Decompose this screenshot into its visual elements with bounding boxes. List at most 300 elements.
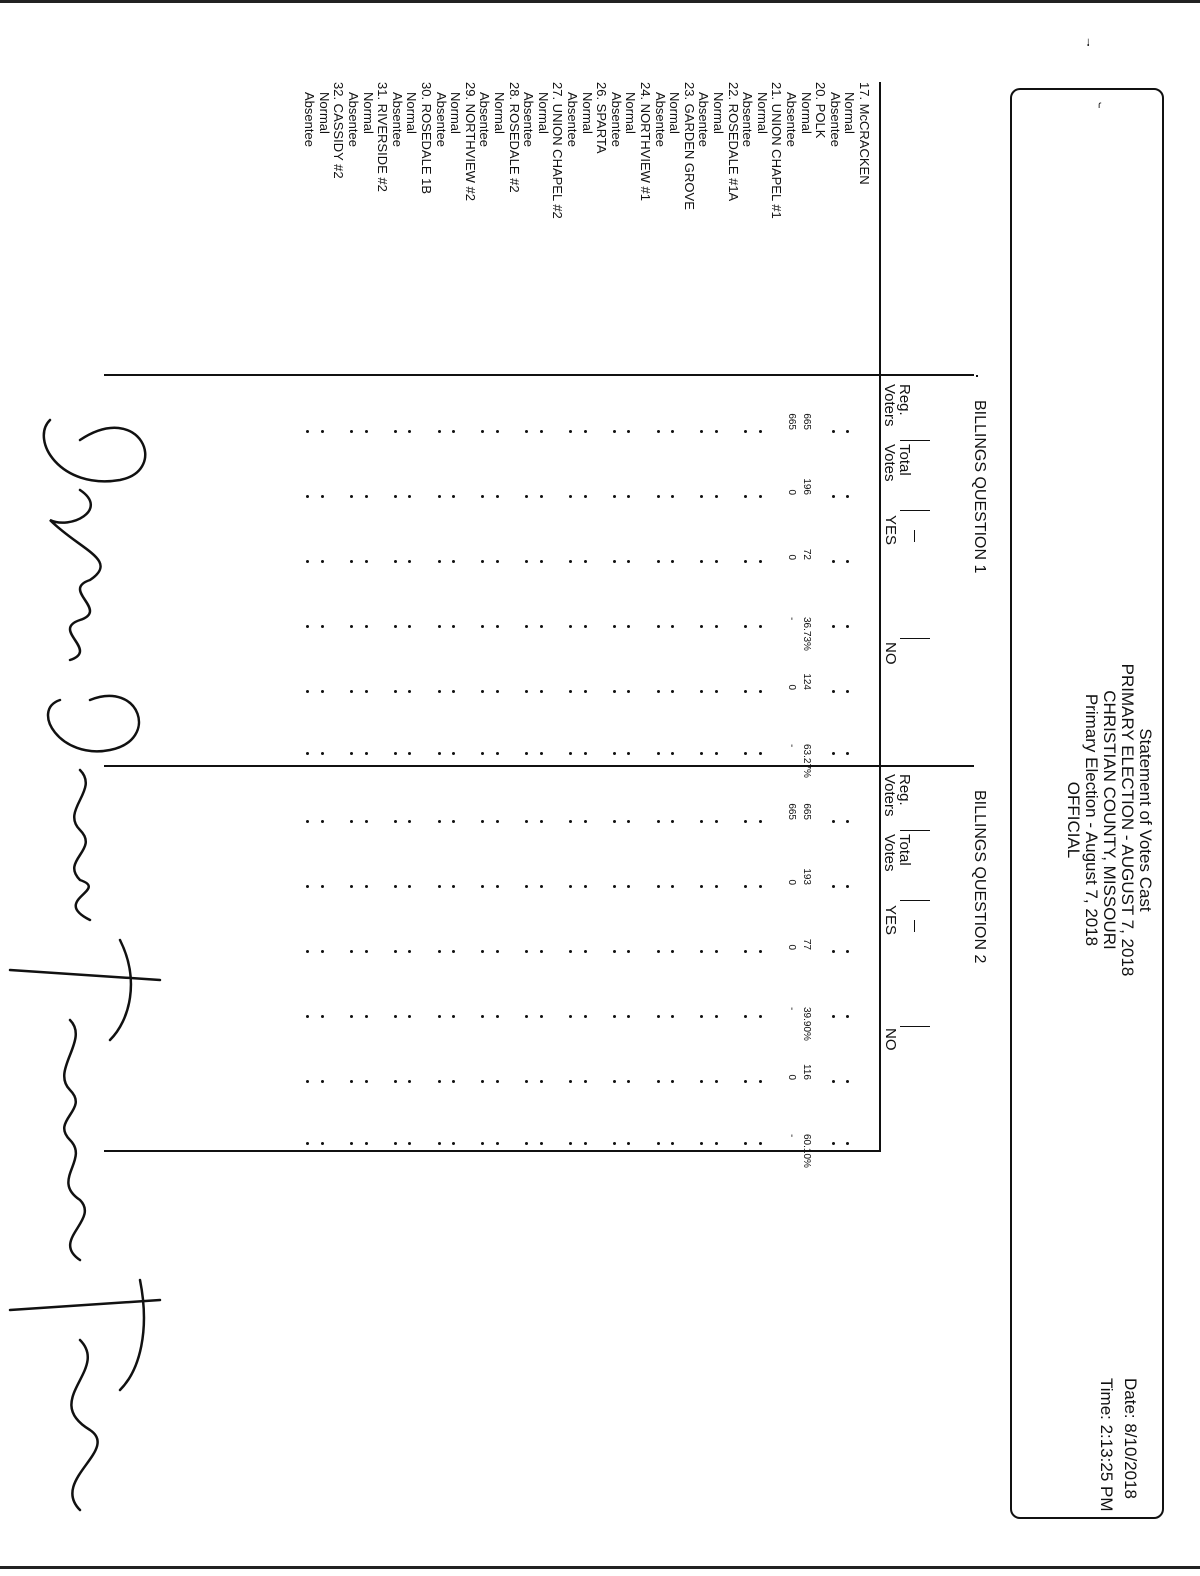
- empty-cell-dot: [700, 625, 703, 628]
- empty-cell-dot: [832, 560, 835, 563]
- empty-cell-dot: [408, 1142, 411, 1145]
- precinct-subrow-label: Absentee: [477, 92, 493, 147]
- empty-cell-dot: [496, 495, 499, 498]
- header-tick: [900, 1026, 930, 1027]
- report-header-box: [1010, 88, 1164, 1519]
- signature-1: [44, 420, 145, 920]
- empty-cell-dot: [715, 1142, 718, 1145]
- empty-cell-dot: [452, 1080, 455, 1083]
- precinct-label: 21. UNION CHAPEL #1: [769, 82, 785, 219]
- precinct-subrow-label: Normal: [535, 92, 551, 134]
- vote-value: -: [786, 1007, 797, 1011]
- empty-cell-dot: [394, 495, 397, 498]
- empty-cell-dot: [350, 625, 353, 628]
- empty-cell-dot: [394, 752, 397, 755]
- empty-cell-dot: [569, 1080, 572, 1083]
- question-divider-rule: [104, 765, 974, 767]
- empty-cell-dot: [627, 560, 630, 563]
- vote-value: 60.10%: [800, 1134, 812, 1168]
- empty-cell-dot: [627, 950, 630, 953]
- empty-cell-dot: [540, 690, 543, 693]
- signature-2: [10, 940, 160, 1260]
- empty-cell-dot: [438, 690, 441, 693]
- empty-cell-dot: [481, 950, 484, 953]
- empty-cell-dot: [627, 820, 630, 823]
- report-date: Date: 8/10/2018: [1121, 1378, 1140, 1499]
- precinct-subrow-label: Normal: [492, 92, 507, 134]
- empty-cell-dot: [365, 1080, 368, 1083]
- empty-cell-dot: [657, 752, 660, 755]
- empty-cell-dot: [584, 1015, 587, 1018]
- empty-cell-dot: [671, 690, 674, 693]
- empty-cell-dot: [584, 885, 587, 888]
- empty-cell-dot: [759, 752, 762, 755]
- empty-cell-dot: [525, 430, 528, 433]
- empty-cell-dot: [627, 430, 630, 433]
- empty-cell-dot: [496, 430, 499, 433]
- vote-value: -: [786, 744, 797, 748]
- empty-cell-dot: [759, 560, 762, 563]
- empty-cell-dot: [525, 560, 528, 563]
- table-header-rule: [879, 82, 881, 1152]
- empty-cell-dot: [350, 950, 353, 953]
- empty-cell-dot: [627, 1080, 630, 1083]
- precinct-subrow-label: Absentee: [565, 92, 580, 147]
- empty-cell-dot: [394, 430, 397, 433]
- precinct-subrow-label: Normal: [798, 92, 814, 134]
- empty-cell-dot: [525, 820, 528, 823]
- precinct-subrow-label: Normal: [667, 92, 683, 134]
- empty-cell-dot: [832, 1080, 835, 1083]
- vote-value: 77: [800, 938, 812, 950]
- empty-cell-dot: [700, 1142, 703, 1145]
- empty-cell-dot: [408, 885, 411, 888]
- vote-value: 193: [800, 868, 812, 885]
- empty-cell-dot: [744, 1080, 747, 1083]
- title-line: Primary Election - August 7, 2018: [1082, 693, 1101, 947]
- empty-cell-dot: [584, 950, 587, 953]
- yes-header: YES: [882, 515, 899, 546]
- empty-cell-dot: [496, 1142, 499, 1145]
- empty-cell-dot: [540, 1015, 543, 1018]
- empty-cell-dot: [365, 1142, 368, 1145]
- title-line: Statement of Votes Cast: [1136, 728, 1155, 912]
- empty-cell-dot: [321, 690, 324, 693]
- empty-cell-dot: [700, 885, 703, 888]
- empty-cell-dot: [569, 820, 572, 823]
- empty-cell-dot: [365, 495, 368, 498]
- empty-cell-dot: [613, 752, 616, 755]
- empty-cell-dot: [846, 950, 849, 953]
- empty-cell-dot: [700, 950, 703, 953]
- empty-cell-dot: [832, 690, 835, 693]
- empty-cell-dot: [715, 820, 718, 823]
- vote-value: 665: [800, 803, 812, 820]
- empty-cell-dot: [744, 560, 747, 563]
- empty-cell-dot: [321, 1080, 324, 1083]
- empty-cell-dot: [846, 625, 849, 628]
- empty-cell-dot: [540, 430, 543, 433]
- empty-cell-dot: [715, 560, 718, 563]
- question-1-title: BILLINGS QUESTION 1: [971, 400, 988, 574]
- empty-cell-dot: [700, 820, 703, 823]
- empty-cell-dot: [496, 885, 499, 888]
- empty-cell-dot: [700, 1015, 703, 1018]
- empty-cell-dot: [350, 820, 353, 823]
- empty-cell-dot: [540, 1080, 543, 1083]
- page-mark: ᛍ: [1084, 36, 1093, 52]
- header-separator: [900, 830, 930, 831]
- empty-cell-dot: [452, 950, 455, 953]
- empty-cell-dot: [365, 430, 368, 433]
- empty-cell-dot: [394, 1142, 397, 1145]
- empty-cell-dot: [540, 950, 543, 953]
- empty-cell-dot: [715, 625, 718, 628]
- empty-cell-dot: [627, 690, 630, 693]
- empty-cell-dot: [584, 752, 587, 755]
- precinct-subrow-label: Absentee: [346, 92, 361, 147]
- empty-cell-dot: [832, 625, 835, 628]
- empty-cell-dot: [525, 495, 528, 498]
- empty-cell-dot: [394, 950, 397, 953]
- empty-cell-dot: [846, 885, 849, 888]
- empty-cell-dot: [657, 625, 660, 628]
- empty-cell-dot: [613, 495, 616, 498]
- empty-cell-dot: [744, 495, 747, 498]
- precinct-subrow-label: Normal: [360, 92, 376, 134]
- empty-cell-dot: [584, 1142, 587, 1145]
- empty-cell-dot: [394, 690, 397, 693]
- empty-cell-dot: [452, 820, 455, 823]
- empty-cell-dot: [452, 430, 455, 433]
- empty-cell-dot: [671, 885, 674, 888]
- signature-3: [10, 1280, 160, 1510]
- precinct-label: 32. CASSIDY #2: [331, 82, 347, 179]
- precinct-subrow-label: Normal: [754, 92, 770, 134]
- vote-value: -: [786, 617, 797, 621]
- empty-cell-dot: [452, 690, 455, 693]
- empty-cell-dot: [394, 625, 397, 628]
- empty-cell-dot: [438, 430, 441, 433]
- empty-cell-dot: [613, 820, 616, 823]
- empty-cell-dot: [481, 820, 484, 823]
- vote-value: 0: [786, 879, 797, 885]
- vote-value: 0: [786, 489, 797, 495]
- empty-cell-dot: [321, 625, 324, 628]
- reg-voters-header-line2: Voters: [881, 384, 898, 427]
- vote-value: 39.90%: [800, 1007, 812, 1041]
- empty-cell-dot: [525, 625, 528, 628]
- total-votes-header: [882, 834, 912, 872]
- empty-cell-dot: [846, 1015, 849, 1018]
- precinct-subrow-label: Absentee: [740, 92, 756, 147]
- empty-cell-dot: [525, 1080, 528, 1083]
- precinct-label: 22. ROSEDALE #1A: [725, 82, 741, 202]
- empty-cell-dot: [671, 495, 674, 498]
- empty-cell-dot: [350, 1142, 353, 1145]
- empty-cell-dot: [321, 1142, 324, 1145]
- precinct-subrow-label: Absentee: [696, 92, 712, 147]
- empty-cell-dot: [321, 885, 324, 888]
- empty-cell-dot: [613, 690, 616, 693]
- vote-value: 0: [786, 684, 797, 690]
- empty-cell-dot: [321, 950, 324, 953]
- precinct-subrow-label: Absentee: [608, 92, 624, 147]
- header-separator: [900, 440, 930, 441]
- reg-voters-header-line2: Voters: [881, 774, 898, 817]
- empty-cell-dot: [481, 690, 484, 693]
- empty-cell-dot: [759, 950, 762, 953]
- empty-cell-dot: [496, 560, 499, 563]
- empty-cell-dot: [306, 1015, 309, 1018]
- empty-cell-dot: [657, 885, 660, 888]
- empty-cell-dot: [306, 625, 309, 628]
- empty-cell-dot: [350, 752, 353, 755]
- precinct-subrow-label: Normal: [579, 92, 595, 134]
- empty-cell-dot: [306, 950, 309, 953]
- empty-cell-dot: [759, 1080, 762, 1083]
- empty-cell-dot: [452, 885, 455, 888]
- empty-cell-dot: [671, 950, 674, 953]
- empty-cell-dot: [306, 752, 309, 755]
- empty-cell-dot: [496, 1015, 499, 1018]
- empty-cell-dot: [744, 1015, 747, 1018]
- empty-cell-dot: [657, 430, 660, 433]
- empty-cell-dot: [321, 495, 324, 498]
- yes-header: YES: [882, 905, 899, 936]
- empty-cell-dot: [496, 625, 499, 628]
- precinct-label: 26. SPARTA: [594, 82, 610, 154]
- empty-cell-dot: [481, 1142, 484, 1145]
- no-header: NO: [882, 1028, 899, 1051]
- empty-cell-dot: [540, 752, 543, 755]
- precinct-label: 30. ROSEDALE 1B: [419, 82, 434, 194]
- empty-cell-dot: [613, 560, 616, 563]
- empty-cell-dot: [438, 560, 441, 563]
- empty-cell-dot: [744, 690, 747, 693]
- title-line: OFFICIAL: [1064, 781, 1083, 859]
- empty-cell-dot: [321, 1015, 324, 1018]
- vote-value: -: [786, 1134, 797, 1138]
- precinct-label: 27. UNION CHAPEL #2: [550, 82, 566, 219]
- empty-cell-dot: [671, 752, 674, 755]
- empty-cell-dot: [613, 1142, 616, 1145]
- empty-cell-dot: [438, 625, 441, 628]
- empty-cell-dot: [321, 560, 324, 563]
- empty-cell-dot: [408, 560, 411, 563]
- empty-cell-dot: [365, 625, 368, 628]
- empty-cell-dot: [657, 1142, 660, 1145]
- empty-cell-dot: [744, 950, 747, 953]
- precinct-label: 23. GARDEN GROVE: [681, 82, 697, 210]
- empty-cell-dot: [657, 1015, 660, 1018]
- empty-cell-dot: [657, 820, 660, 823]
- empty-cell-dot: [452, 1142, 455, 1145]
- precinct-subrow-label: Normal: [623, 92, 639, 134]
- empty-cell-dot: [452, 625, 455, 628]
- precinct-subrow-label: Normal: [448, 92, 464, 134]
- empty-cell-dot: [540, 885, 543, 888]
- empty-cell-dot: [496, 690, 499, 693]
- empty-cell-dot: [438, 495, 441, 498]
- empty-cell-dot: [306, 690, 309, 693]
- empty-cell-dot: [525, 752, 528, 755]
- empty-cell-dot: [540, 495, 543, 498]
- empty-cell-dot: [481, 495, 484, 498]
- empty-cell-dot: [394, 560, 397, 563]
- empty-cell-dot: [759, 1142, 762, 1145]
- vote-value: 665: [786, 413, 797, 430]
- empty-cell-dot: [627, 752, 630, 755]
- empty-cell-dot: [715, 950, 718, 953]
- empty-cell-dot: [350, 690, 353, 693]
- empty-cell-dot: [846, 430, 849, 433]
- empty-cell-dot: [569, 1015, 572, 1018]
- precinct-label: 17. McCRACKEN: [857, 82, 872, 185]
- empty-cell-dot: [613, 430, 616, 433]
- precinct-label: 29. NORTHVIEW #2: [462, 82, 478, 201]
- empty-cell-dot: [759, 1015, 762, 1018]
- empty-cell-dot: [613, 625, 616, 628]
- title-line: PRIMARY ELECTION - AUGUST 7, 2018: [1118, 663, 1137, 977]
- empty-cell-dot: [438, 885, 441, 888]
- empty-cell-dot: [481, 1015, 484, 1018]
- empty-cell-dot: [321, 820, 324, 823]
- reg-voters-header-line1: Reg.: [896, 384, 913, 416]
- empty-cell-dot: [569, 430, 572, 433]
- empty-cell-dot: [438, 1015, 441, 1018]
- empty-cell-dot: [350, 1015, 353, 1018]
- empty-cell-dot: [584, 690, 587, 693]
- empty-cell-dot: [365, 885, 368, 888]
- empty-cell-dot: [525, 690, 528, 693]
- empty-cell-dot: [365, 690, 368, 693]
- empty-cell-dot: [627, 625, 630, 628]
- precinct-subrow-label: Absentee: [652, 92, 668, 147]
- empty-cell-dot: [832, 1142, 835, 1145]
- reg-voters-header: [882, 774, 912, 817]
- empty-cell-dot: [584, 625, 587, 628]
- precinct-subrow-label: Absentee: [433, 92, 449, 147]
- empty-cell-dot: [671, 820, 674, 823]
- empty-cell-dot: [540, 625, 543, 628]
- empty-cell-dot: [613, 950, 616, 953]
- empty-cell-dot: [408, 1015, 411, 1018]
- empty-cell-dot: [394, 1015, 397, 1018]
- empty-cell-dot: [657, 950, 660, 953]
- empty-cell-dot: [846, 495, 849, 498]
- empty-cell-dot: [715, 495, 718, 498]
- empty-cell-dot: [394, 885, 397, 888]
- empty-cell-dot: [744, 430, 747, 433]
- empty-cell-dot: [569, 950, 572, 953]
- empty-cell-dot: [321, 752, 324, 755]
- empty-cell-dot: [408, 430, 411, 433]
- report-title-block: [1064, 470, 1154, 1170]
- signatures: [0, 380, 200, 1530]
- empty-cell-dot: [715, 752, 718, 755]
- report-date-block: [1094, 1378, 1142, 1512]
- empty-cell-dot: [657, 560, 660, 563]
- empty-cell-dot: [832, 430, 835, 433]
- precinct-subrow-label: Normal: [316, 92, 332, 134]
- header-tick: [914, 530, 915, 542]
- empty-cell-dot: [569, 560, 572, 563]
- empty-cell-dot: [627, 1142, 630, 1145]
- empty-cell-dot: [452, 752, 455, 755]
- empty-cell-dot: [627, 495, 630, 498]
- total-votes-header-line2: Votes: [881, 834, 898, 872]
- empty-cell-dot: [759, 690, 762, 693]
- empty-cell-dot: [657, 1080, 660, 1083]
- empty-cell-dot: [394, 1080, 397, 1083]
- empty-cell-dot: [408, 1080, 411, 1083]
- question-2-title: BILLINGS QUESTION 2: [971, 790, 988, 964]
- empty-cell-dot: [481, 625, 484, 628]
- empty-cell-dot: [846, 820, 849, 823]
- empty-cell-dot: [759, 885, 762, 888]
- reg-voters-header-line1: Reg.: [896, 774, 913, 806]
- empty-cell-dot: [306, 430, 309, 433]
- empty-cell-dot: [408, 752, 411, 755]
- empty-cell-dot: [569, 885, 572, 888]
- empty-cell-dot: [846, 690, 849, 693]
- empty-cell-dot: [846, 1142, 849, 1145]
- header-separator: [900, 510, 930, 511]
- precinct-label: 24. NORTHVIEW #1: [638, 82, 653, 201]
- empty-cell-dot: [452, 495, 455, 498]
- empty-cell-dot: [408, 950, 411, 953]
- empty-cell-dot: [306, 820, 309, 823]
- empty-cell-dot: [350, 560, 353, 563]
- empty-cell-dot: [715, 1015, 718, 1018]
- empty-cell-dot: [496, 820, 499, 823]
- empty-cell-dot: [350, 430, 353, 433]
- empty-cell-dot: [832, 752, 835, 755]
- empty-cell-dot: [832, 495, 835, 498]
- empty-cell-dot: [306, 495, 309, 498]
- total-votes-header: [882, 444, 912, 482]
- vote-value: 0: [786, 944, 797, 950]
- empty-cell-dot: [671, 1080, 674, 1083]
- vote-value: 63.27%: [800, 744, 812, 778]
- empty-cell-dot: [671, 430, 674, 433]
- empty-cell-dot: [438, 752, 441, 755]
- precinct-subrow-label: Absentee: [827, 92, 843, 147]
- empty-cell-dot: [481, 885, 484, 888]
- vote-value: 0: [786, 1074, 797, 1080]
- empty-cell-dot: [481, 430, 484, 433]
- empty-cell-dot: [700, 752, 703, 755]
- total-votes-header-line1: Total: [896, 834, 913, 866]
- empty-cell-dot: [671, 560, 674, 563]
- empty-cell-dot: [540, 820, 543, 823]
- empty-cell-dot: [408, 625, 411, 628]
- empty-cell-dot: [496, 950, 499, 953]
- empty-cell-dot: [759, 495, 762, 498]
- empty-cell-dot: [846, 560, 849, 563]
- empty-cell-dot: [584, 430, 587, 433]
- total-votes-header-line2: Votes: [881, 444, 898, 482]
- empty-cell-dot: [365, 1015, 368, 1018]
- report-time: Time: 2:13:25 PM: [1097, 1378, 1116, 1512]
- empty-cell-dot: [671, 625, 674, 628]
- empty-cell-dot: [452, 1015, 455, 1018]
- empty-cell-dot: [438, 1142, 441, 1145]
- empty-cell-dot: [657, 495, 660, 498]
- empty-cell-dot: [569, 752, 572, 755]
- empty-cell-dot: [700, 560, 703, 563]
